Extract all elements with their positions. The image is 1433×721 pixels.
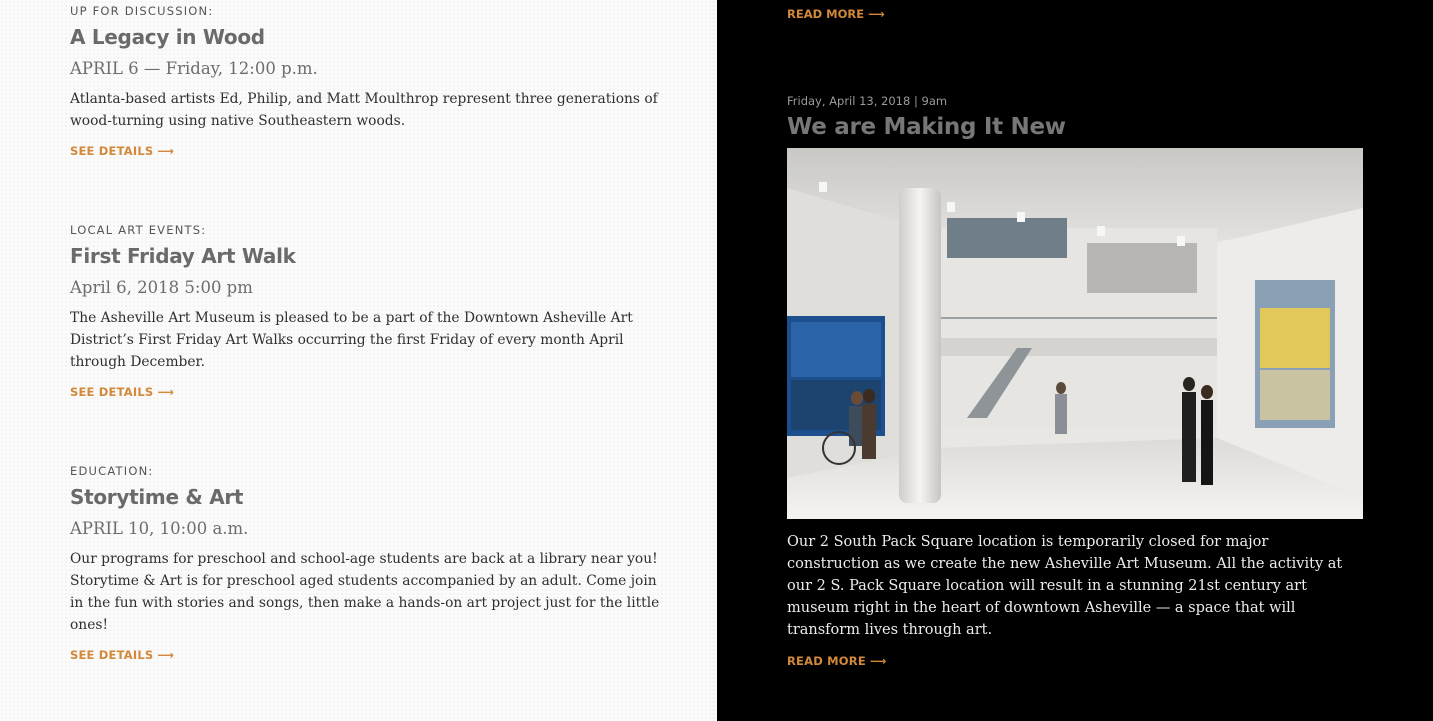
event-category: LOCAL ART EVENTS: bbox=[70, 223, 207, 237]
event-description: Atlanta-based artists Ed, Philip, and Matt Moulthrop represent three generations of wood-turning using native Southeastern woods. bbox=[70, 91, 658, 129]
museum-interior-illustration bbox=[787, 148, 1363, 519]
read-more-link[interactable] bbox=[787, 654, 887, 668]
event-item bbox=[70, 223, 660, 400]
arrow-right-icon: ⟶ bbox=[157, 144, 175, 158]
event-item bbox=[70, 4, 660, 159]
see-details-label: SEE DETAILS bbox=[70, 648, 154, 662]
event-title[interactable]: Storytime & Art bbox=[70, 485, 244, 509]
event-category: UP FOR DISCUSSION: bbox=[70, 4, 214, 18]
museum-rendering-image[interactable] bbox=[787, 148, 1363, 519]
see-details-link[interactable] bbox=[70, 144, 174, 158]
news-date: Friday, April 13, 2018 | 9am bbox=[787, 94, 948, 108]
arrow-right-icon: ⟶ bbox=[869, 654, 887, 668]
news-description: Our 2 South Pack Square location is temporarily closed for major construction as we create the new Asheville Art Museum. All the activity at our 2 S. Pack Square location will result in a stunning 21st century art museum right in the heart of downtown Asheville — a space that will transform lives through art. bbox=[787, 534, 1343, 638]
see-details-link[interactable] bbox=[70, 648, 174, 662]
event-date: APRIL 10, 10:00 a.m. bbox=[70, 519, 249, 538]
arrow-right-icon: ⟶ bbox=[157, 385, 175, 399]
see-details-label: SEE DETAILS bbox=[70, 144, 154, 158]
news-title[interactable]: We are Making It New bbox=[787, 114, 1066, 140]
event-title[interactable]: A Legacy in Wood bbox=[70, 25, 265, 49]
event-item bbox=[70, 464, 660, 663]
see-details-link[interactable] bbox=[70, 385, 174, 399]
see-details-label: SEE DETAILS bbox=[70, 385, 154, 399]
arrow-right-icon: ⟶ bbox=[157, 648, 175, 662]
event-date: April 6, 2018 5:00 pm bbox=[70, 278, 253, 297]
event-title[interactable]: First Friday Art Walk bbox=[70, 244, 296, 268]
read-more-label: READ MORE bbox=[787, 7, 865, 21]
event-category: EDUCATION: bbox=[70, 464, 154, 478]
news-item bbox=[787, 94, 1363, 669]
arrow-right-icon: ⟶ bbox=[868, 7, 885, 21]
event-date: APRIL 6 — Friday, 12:00 p.m. bbox=[70, 59, 318, 78]
read-more-link-top[interactable] bbox=[787, 7, 885, 21]
event-description: Our programs for preschool and school-age students are back at a library near you! Storytime & Art is for preschool aged students accompanied by an adult. Come join in the fun with stories and songs, then make a hands-on art project just for the little ones! bbox=[70, 551, 660, 633]
read-more-label: READ MORE bbox=[787, 654, 866, 668]
event-description: The Asheville Art Museum is pleased to be a part of the Downtown Asheville Art District’s First Friday Art Walks occurring the first Friday of every month April through December. bbox=[70, 310, 633, 370]
